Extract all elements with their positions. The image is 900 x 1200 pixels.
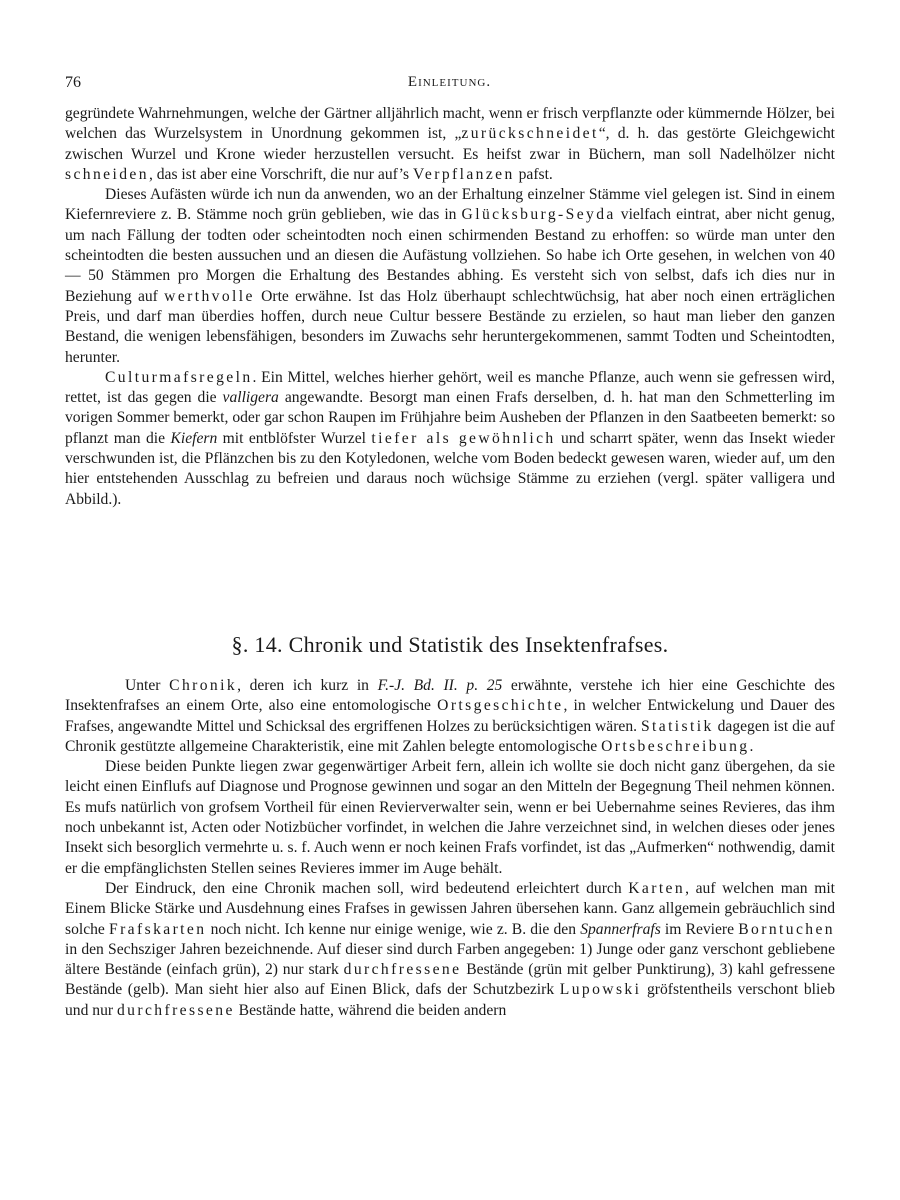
paragraph-aufaesten: Dieses Aufästen würde ich nun da anwenden, wo an der Erhaltung einzelner Stämme viel gelegen ist. Sind in einem Kiefernreviere z. B. Stämme noch grün geblieben, wie das in Glücksburg-Seyda vielfach eintrat, aber nicht genug, um nach Fällung der todten oder scheintodten noch einen schirmenden Bestand zu erhoffen: so würde man unter den scheintodten die besten aussuchen und an diesen die Aufästung vollziehen. So habe ich Orte gesehen, in welchen von 40 — 50 Stämmen pro Morgen die Erhaltung des Bestandes abhing. Es versteht sich von selbst, dafs ich dies nur in Beziehung auf werthvolle Orte erwähne. Ist das Holz überhaupt schlechtwüchsig, hat aber noch einen erträglichen Preis, und darf man überdies hoffen, durch neue Cultur bessere Bestände zu erzielen, so haut man lieber den ganzen Bestand, die wenigen lebensfähigen, besonders im Zuwachs sehr heruntergekommenen, sammt Todten und Scheintodten, herunter.	[65, 186, 835, 366]
section-heading: §. 14. Chronik und Statistik des Insektenfrafses.	[231, 632, 669, 657]
body-text-section-14	[65, 676, 835, 1021]
page-header	[65, 74, 834, 94]
page-number: 76	[65, 74, 81, 91]
paragraph-culturmassregeln: Culturmafsregeln. Ein Mittel, welches hierher gehört, weil es manche Pflanze, auch wenn sie gefressen wird, rettet, ist das gegen die valligera angewandte. Besorgt man einen Frafs derselben, d. h. hat man den Schmetterling im vorigen Sommer bemerkt, oder gar schon Raupen im Frühjahre beim Ausheben der Pflanzen in den Saatbeeten bemerkt: so pflanzt man die Kiefern mit entblöfster Wurzel tiefer als gewöhnlich und scharrt später, wenn das Insekt wieder verschwunden ist, die Pflänzchen bis zu den Kotyledonen, welche vom Boden bedeckt gewesen waren, wieder auf, um den hier entstehenden Ausschlag zu befreien und daraus noch wüchsige Stämme zu erziehen (vergl. später valligera und Abbild.).	[65, 368, 835, 508]
paragraph-chronik: Unter Chronik, deren ich kurz in F.-J. Bd. II. p. 25 erwähnte, verstehe ich hier eine Geschichte des Insektenfrafses an einem Orte, also eine entomologische Ortsgeschichte, in welcher Entwickelung und Dauer des Frafses, angewandte Mittel und Schicksal des ergriffenen Holzes zu berücksichtigen wären. Statistik dagegen ist die auf Chronik gestützte allgemeine Charakteristik, eine mit Zahlen belegte entomologische Ortsbeschreibung.	[65, 677, 835, 755]
paragraph-continuation: gegründete Wahrnehmungen, welche der Gärtner alljährlich macht, wenn er frisch verpflanzte oder kümmernde Hölzer, bei welchen das Wurzelsystem in Unordnung gekommen ist, „zurückschneidet“, d. h. das gestörte Gleichgewicht zwischen Wurzel und Krone wieder herzustellen versucht. Es heifst zwar in Büchern, man soll Nadelhölzer nicht schneiden, das ist aber eine Vorschrift, die nur auf’s Verpflanzen pafst.	[65, 105, 835, 183]
paragraph-punkte: Diese beiden Punkte liegen zwar gegenwärtiger Arbeit fern, allein ich wollte sie doch nicht ganz übergehen, da sie leicht einen Einflufs auf Diagnose und Prognose gewinnen und sogar an den Mitteln der Begegnung Theil nehmen können. Es mufs natürlich von grofsem Vortheil für einen Revierverwalter sein, wenn er bei Uebernahme seines Revieres, das ihm noch unbekannt ist, Acten oder Notizbücher vorfindet, in welchen die Jahre verzeichnet sind, in welchen dieses oder jenes Insekt sich besorglich vermehrte u. s. f. Auch wenn er noch keinen Frafs vorfindet, ist das „Aufmerken“ nothwendig, damit er die empfänglichsten Stellen seines Revieres immer im Auge behält.	[65, 758, 835, 877]
paragraph-karten: Der Eindruck, den eine Chronik machen soll, wird bedeutend erleichtert durch Karten, auf welchen man mit Einem Blicke Stärke und Ausdehnung eines Frafses in gewissen Jahren übersehen kann. Ganz allgemein gebräuchlich sind solche Frafskarten noch nicht. Ich kenne nur einige wenige, wie z. B. die den Spannerfrafs im Reviere Borntuchen in den Sechsziger Jahren bezeichnende. Auf dieser sind durch Farben angegeben: 1) Junge oder ganz verschont gebliebene ältere Bestände (einfach grün), 2) nur stark durchfressene Bestände (grün mit gelber Punktirung), 3) kahl gefressene Bestände (gelb). Man sieht hier also auf Einen Blick, dafs der Schutzbezirk Lupowski gröfstentheils verschont blieb und nur durchfressene Bestände hatte, während die beiden andern	[65, 879, 836, 1019]
running-title: Einleitung.	[407, 74, 492, 90]
body-text-top	[65, 104, 835, 510]
